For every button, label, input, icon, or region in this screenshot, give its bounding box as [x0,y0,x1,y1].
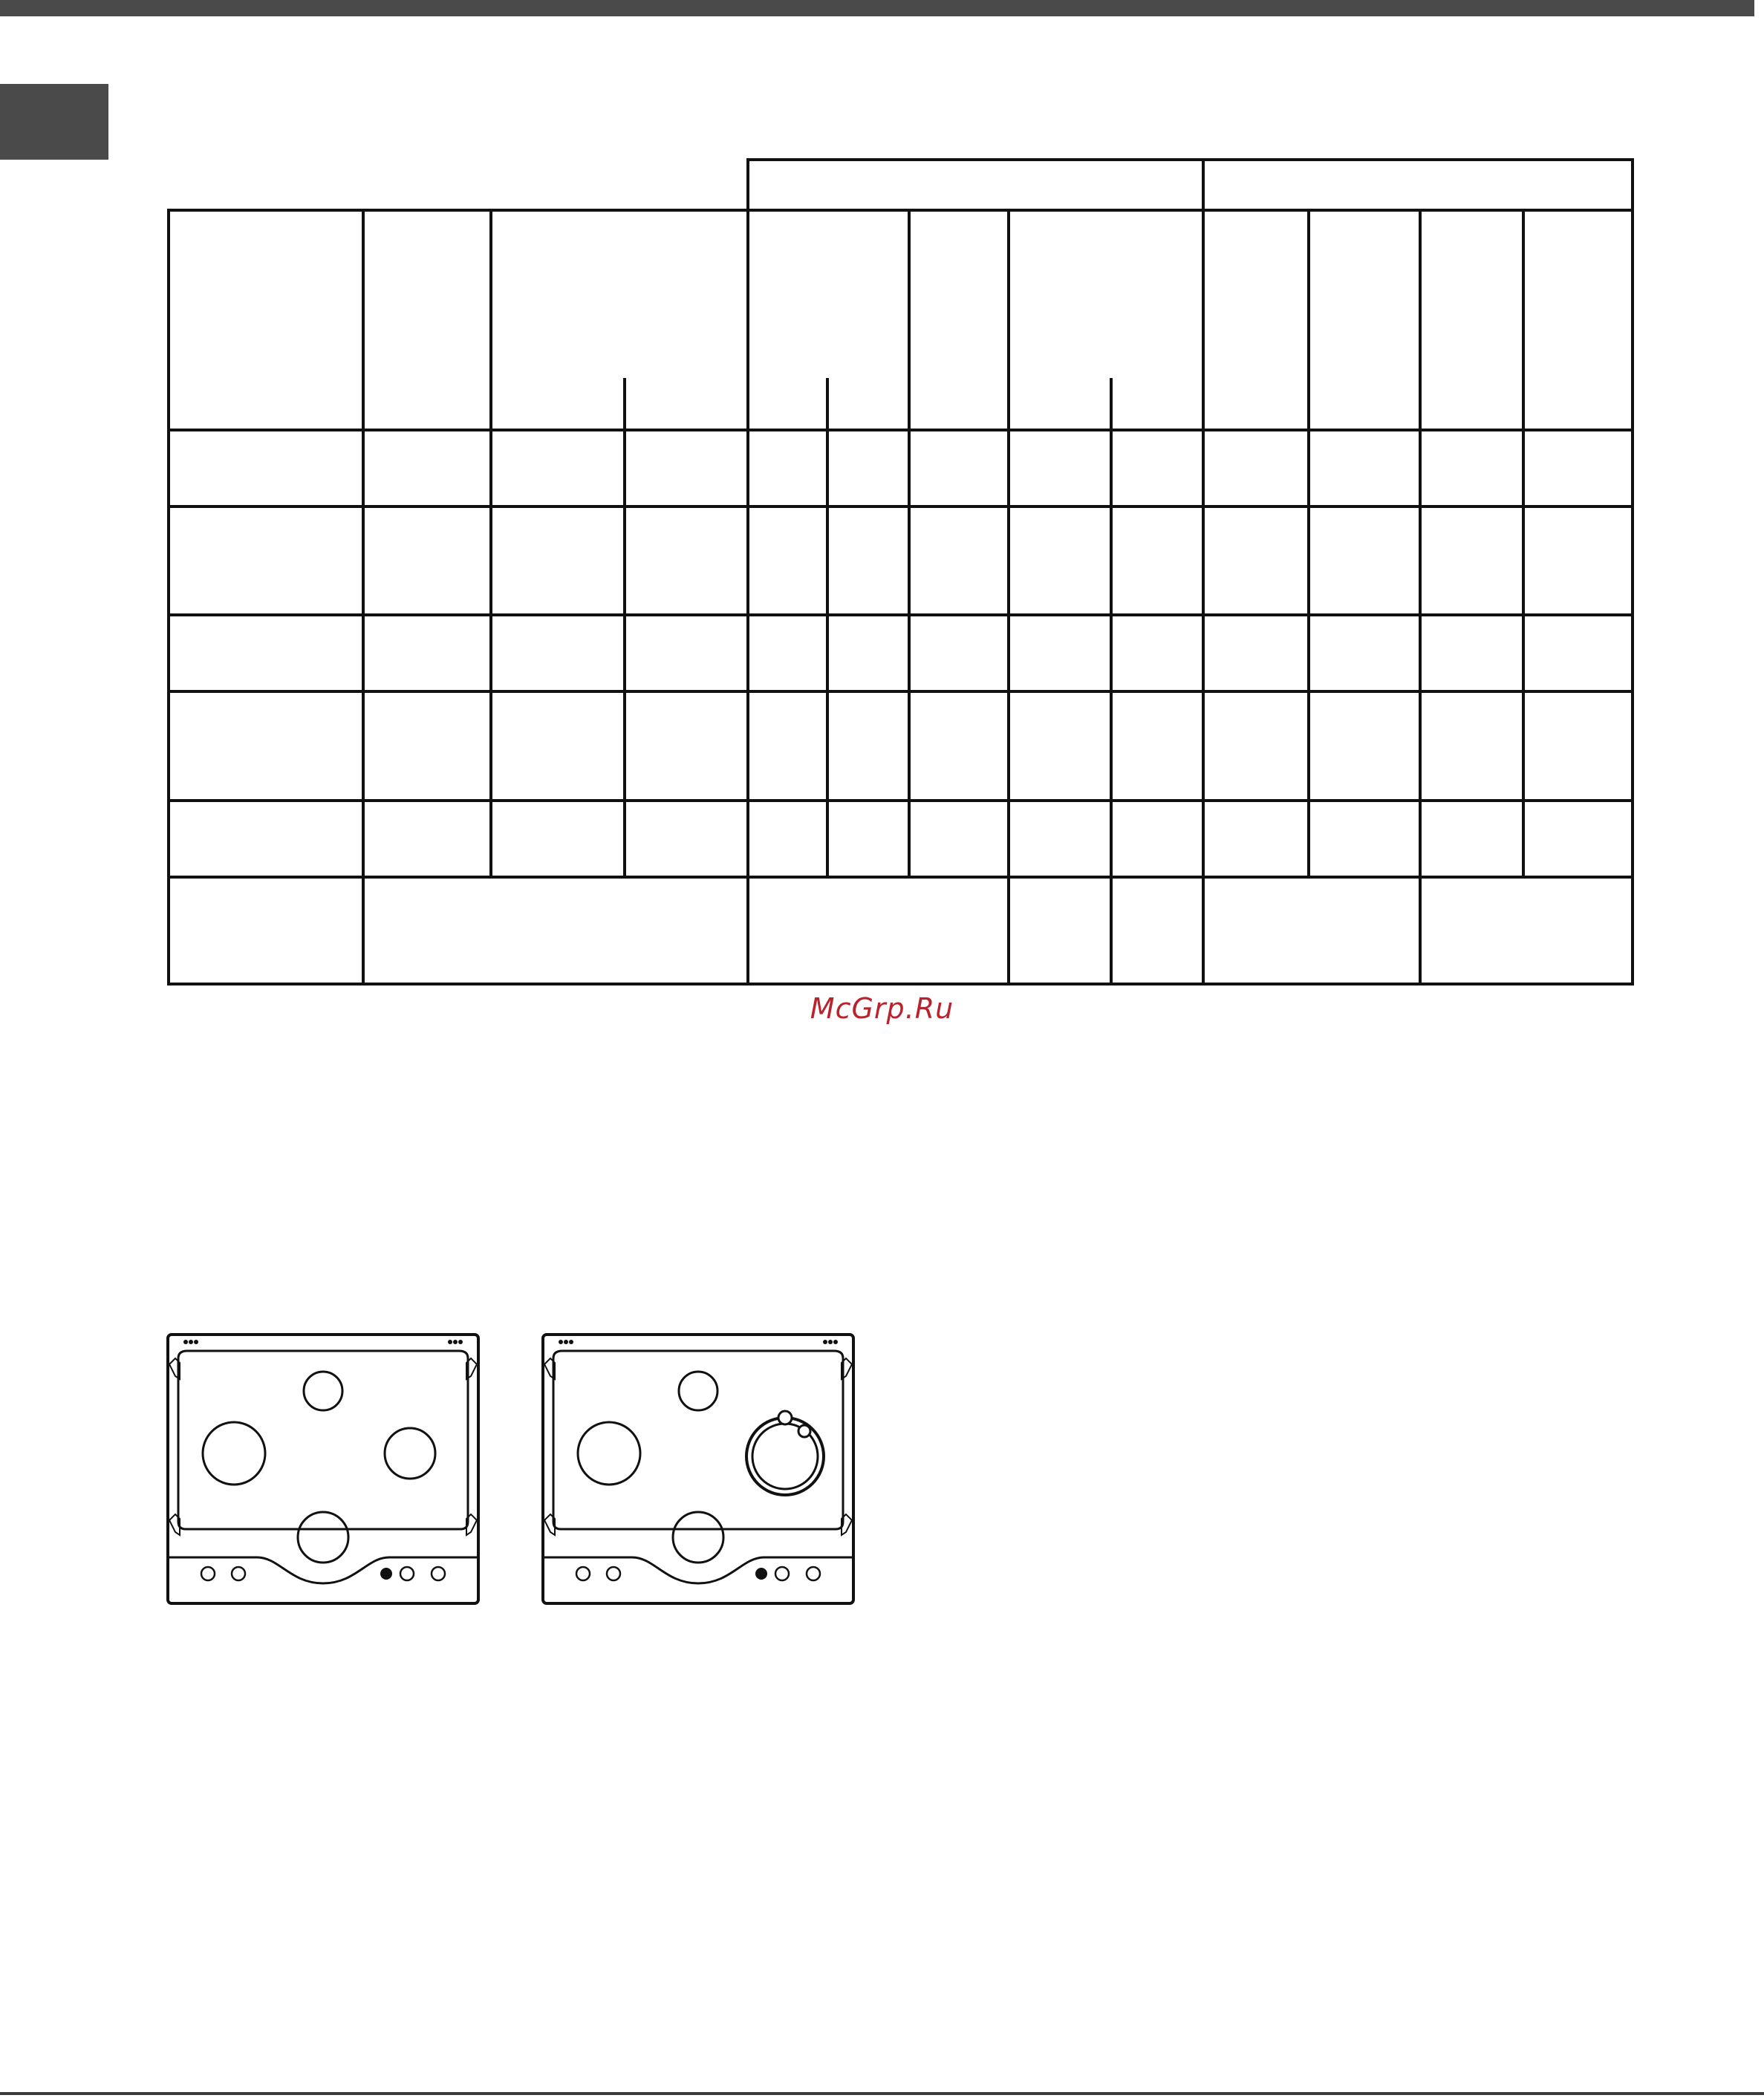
watermark: McGrp.Ru [810,992,954,1025]
hob-with-wok-burner [543,1335,853,1603]
footer-rule [0,2092,1764,2095]
hob-four-burners [168,1335,478,1603]
